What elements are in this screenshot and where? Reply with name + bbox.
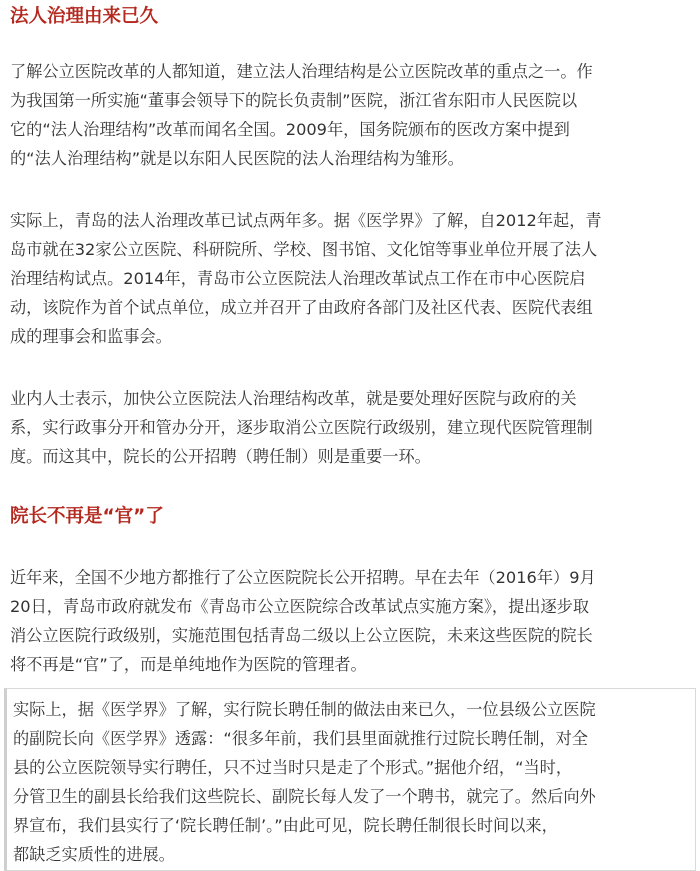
paragraph-appointment-system <box>4 688 696 871</box>
text-line: 岛市就在32家公立医院、科研院所、学校、图书馆、文化馆等事业单位开展了法人 <box>10 240 598 259</box>
section-heading-legal-governance: 法人治理由来已久 <box>10 6 159 27</box>
text-line: 实际上，据《医学界》了解，实行院长聘任制的做法由来已久，一位县级公立医院 <box>13 700 596 719</box>
text-line: 业内人士表示，加快公立医院法人治理结构改革，就是要处理好医院与政府的关 <box>10 389 577 408</box>
text-line: 为我国第一所实施“董事会领导下的院长负责制”医院，浙江省东阳市人民医院以 <box>10 91 578 110</box>
text-line: 的副院长向《医学界》透露：“很多年前，我们县里面就推行过院长聘任制，对全 <box>13 729 588 748</box>
text-line: 消公立医院行政级别，实施范围包括青岛二级以上公立医院，未来这些医院的院长 <box>10 626 593 645</box>
text-line: 县的公立医院领导实行聘任，只不过当时只是走了个形式。”据他介绍，“当时， <box>13 758 573 777</box>
text-line: 实际上，青岛的法人治理改革已试点两年多。据《医学界》了解，自2012年起，青 <box>10 211 602 230</box>
text-line: 治理结构试点。2014年，青岛市公立医院法人治理改革试点工作在市中心医院启 <box>10 269 586 288</box>
text-line: 它的“法人治理结构”改革而闻名全国。2009年，国务院颁布的医改方案中提到 <box>10 120 570 139</box>
text-line: 都缺乏实质性的进展。 <box>13 845 175 864</box>
paragraph-legal-governance-intro <box>10 57 593 173</box>
text-line: 度。而这其中，院长的公开招聘（聘任制）则是重要一环。 <box>10 447 431 466</box>
text-line: 分管卫生的副县长给我们这些院长、副院长每人发了一个聘书，就完了。然后向外 <box>13 787 596 806</box>
text-line: 成的理事会和监事会。 <box>10 327 172 346</box>
text-line: 了解公立医院改革的人都知道，建立法人治理结构是公立医院改革的重点之一。作 <box>10 62 593 81</box>
text-line: 近年来，全国不少地方都推行了公立医院院长公开招聘。早在去年（2016年）9月 <box>10 568 596 587</box>
text-line: 20日，青岛市政府就发布《青岛市公立医院综合改革试点实施方案》，提出逐步取 <box>10 597 590 616</box>
paragraph-qingdao-pilot <box>10 206 602 351</box>
text-line: 将不再是“官”了，而是单纯地作为医院的管理者。 <box>10 655 367 674</box>
paragraph-recent-years <box>10 563 596 679</box>
section-heading-not-official: 院长不再是“官”了 <box>10 506 164 527</box>
text-line: 动，该院作为首个试点单位，成立并召开了由政府各部门及社区代表、医院代表组 <box>10 298 593 317</box>
text-line: 的“法人治理结构”就是以东阳人民医院的法人治理结构为雏形。 <box>10 149 464 168</box>
paragraph-industry-insiders <box>10 384 593 471</box>
text-line: 界宣布，我们县实行了‘院长聘任制’。”由此可见，院长聘任制很长时间以来， <box>13 816 558 835</box>
text-line: 系，实行政事分开和管办分开，逐步取消公立医院行政级别，建立现代医院管理制 <box>10 418 593 437</box>
